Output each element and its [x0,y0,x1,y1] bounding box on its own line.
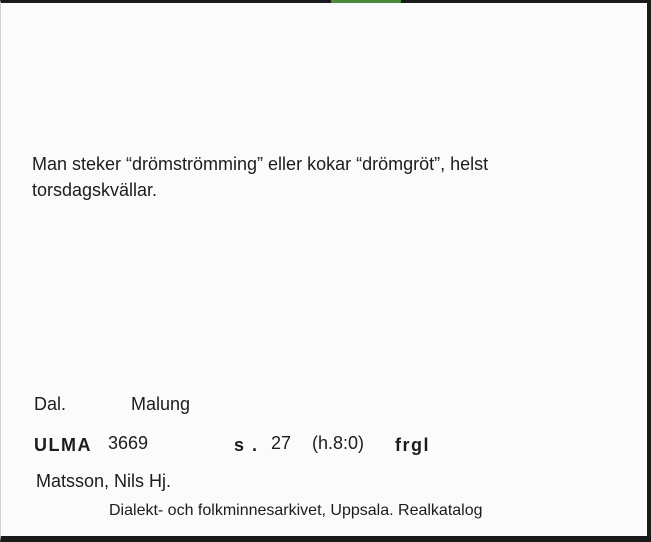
parish: Malung [131,394,191,414]
card-edge-mark [331,0,401,3]
category: frgl [395,435,430,455]
collector: Matsson, Nils Hj. [36,471,172,491]
volume: (h.8:0) [312,433,365,453]
archive-code: ULMA [34,435,92,455]
page-label: s . [234,435,259,455]
page-number: 27 [271,433,292,453]
region: Dal. [34,394,67,414]
card-text: Man steker “drömströmming” eller kokar “drömgröt”, helst torsdagskvällar. [32,154,489,200]
archive-number: 3669 [108,433,149,453]
archive-footer: Dialekt- och folkminnesarkivet, Uppsala. Realkatalog [109,502,483,519]
